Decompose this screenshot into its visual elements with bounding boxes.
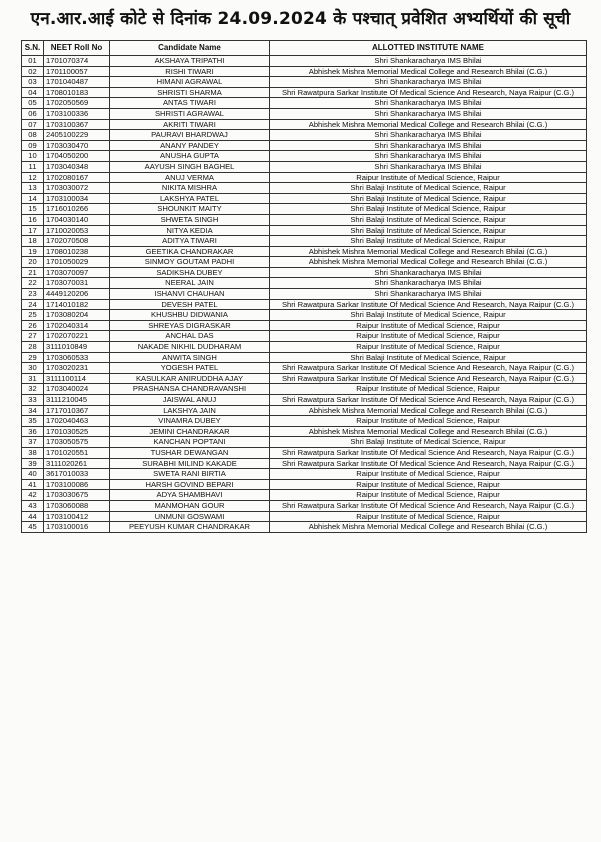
cell-roll-no: 1703070031 xyxy=(44,278,110,289)
cell-roll-no: 1703100367 xyxy=(44,119,110,130)
table-row xyxy=(22,77,587,88)
cell-institute-name: Shri Rawatpura Sarkar Institute Of Medical Science And Research, Naya Raipur (C.G.) xyxy=(270,363,587,374)
cell-roll-no: 1702040314 xyxy=(44,320,110,331)
cell-institute-name: Shri Rawatpura Sarkar Institute Of Medical Science And Research, Naya Raipur (C.G.) xyxy=(270,500,587,511)
cell-candidate-name: SHREYAS DIGRASKAR xyxy=(110,320,270,331)
table-row xyxy=(22,278,587,289)
cell-sn: 29 xyxy=(22,352,44,363)
cell-sn: 42 xyxy=(22,490,44,501)
table-row xyxy=(22,395,587,406)
cell-candidate-name: ANWITA SINGH xyxy=(110,352,270,363)
table-row xyxy=(22,236,587,247)
cell-candidate-name: ADITYA TIWARI xyxy=(110,236,270,247)
cell-sn: 19 xyxy=(22,246,44,257)
table-row xyxy=(22,193,587,204)
table-row xyxy=(22,161,587,172)
cell-institute-name: Shri Balaji Institute of Medical Science, Raipur xyxy=(270,183,587,194)
table-row xyxy=(22,246,587,257)
cell-candidate-name: ANCHAL DAS xyxy=(110,331,270,342)
table-row xyxy=(22,447,587,458)
cell-institute-name: Abhishek Mishra Memorial Medical College and Research Bhilai (C.G.) xyxy=(270,522,587,533)
cell-institute-name: Shri Shankaracharya IMS Bhilai xyxy=(270,267,587,278)
cell-candidate-name: YOGESH PATEL xyxy=(110,363,270,374)
cell-candidate-name: MANMOHAN GOUR xyxy=(110,500,270,511)
cell-institute-name: Abhishek Mishra Memorial Medical College and Research Bhilai (C.G.) xyxy=(270,426,587,437)
cell-candidate-name: ANUSHA GUPTA xyxy=(110,151,270,162)
cell-candidate-name: HIMANI AGRAWAL xyxy=(110,77,270,88)
cell-institute-name: Shri Rawatpura Sarkar Institute Of Medical Science And Research, Naya Raipur (C.G.) xyxy=(270,373,587,384)
cell-roll-no: 1701030525 xyxy=(44,426,110,437)
table-row xyxy=(22,363,587,374)
cell-candidate-name: NEERAL JAIN xyxy=(110,278,270,289)
cell-institute-name: Abhishek Mishra Memorial Medical College and Research Bhilai (C.G.) xyxy=(270,119,587,130)
cell-institute-name: Raipur Institute of Medical Science, Raipur xyxy=(270,479,587,490)
cell-roll-no: 1701070374 xyxy=(44,56,110,67)
cell-institute-name: Raipur Institute of Medical Science, Raipur xyxy=(270,490,587,501)
header-sn: S.N. xyxy=(22,41,44,56)
cell-roll-no: 1710020053 xyxy=(44,225,110,236)
table-row xyxy=(22,225,587,236)
cell-institute-name: Raipur Institute of Medical Science, Raipur xyxy=(270,342,587,353)
table-row xyxy=(22,87,587,98)
cell-institute-name: Raipur Institute of Medical Science, Raipur xyxy=(270,331,587,342)
cell-roll-no: 1703040024 xyxy=(44,384,110,395)
cell-candidate-name: ANUJ VERMA xyxy=(110,172,270,183)
cell-sn: 05 xyxy=(22,98,44,109)
table-row xyxy=(22,352,587,363)
cell-roll-no: 3111020261 xyxy=(44,458,110,469)
cell-candidate-name: ADYA SHAMBHAVI xyxy=(110,490,270,501)
cell-roll-no: 1703100086 xyxy=(44,479,110,490)
cell-roll-no: 1703030470 xyxy=(44,140,110,151)
cell-candidate-name: DEVESH PATEL xyxy=(110,299,270,310)
cell-sn: 40 xyxy=(22,469,44,480)
cell-sn: 10 xyxy=(22,151,44,162)
table-row xyxy=(22,172,587,183)
cell-sn: 24 xyxy=(22,299,44,310)
cell-candidate-name: ANANY PANDEY xyxy=(110,140,270,151)
cell-institute-name: Shri Shankaracharya IMS Bhilai xyxy=(270,130,587,141)
cell-roll-no: 1708010238 xyxy=(44,246,110,257)
cell-sn: 08 xyxy=(22,130,44,141)
cell-roll-no: 1702080167 xyxy=(44,172,110,183)
header-roll-no: NEET Roll No xyxy=(44,41,110,56)
cell-institute-name: Raipur Institute of Medical Science, Raipur xyxy=(270,384,587,395)
cell-candidate-name: SINMOY GOUTAM PADHI xyxy=(110,257,270,268)
cell-roll-no: 1701100057 xyxy=(44,66,110,77)
cell-candidate-name: NAKADE NIKHIL DUDHARAM xyxy=(110,342,270,353)
cell-institute-name: Shri Shankaracharya IMS Bhilai xyxy=(270,98,587,109)
cell-institute-name: Shri Rawatpura Sarkar Institute Of Medical Science And Research, Naya Raipur (C.G.) xyxy=(270,447,587,458)
cell-sn: 01 xyxy=(22,56,44,67)
table-row xyxy=(22,204,587,215)
cell-sn: 03 xyxy=(22,77,44,88)
table-row xyxy=(22,56,587,67)
cell-candidate-name: JAISWAL ANUJ xyxy=(110,395,270,406)
cell-institute-name: Shri Balaji Institute of Medical Science, Raipur xyxy=(270,193,587,204)
cell-sn: 13 xyxy=(22,183,44,194)
cell-sn: 41 xyxy=(22,479,44,490)
cell-roll-no: 1708010183 xyxy=(44,87,110,98)
cell-candidate-name: HARSH GOVIND BEPARI xyxy=(110,479,270,490)
cell-roll-no: 1717010367 xyxy=(44,405,110,416)
table-row xyxy=(22,98,587,109)
table-row xyxy=(22,479,587,490)
cell-sn: 11 xyxy=(22,161,44,172)
cell-institute-name: Shri Balaji Institute of Medical Science, Raipur xyxy=(270,214,587,225)
cell-candidate-name: KASULKAR ANIRUDDHA AJAY xyxy=(110,373,270,384)
cell-institute-name: Shri Shankaracharya IMS Bhilai xyxy=(270,140,587,151)
cell-roll-no: 1703080204 xyxy=(44,310,110,321)
cell-roll-no: 1703050575 xyxy=(44,437,110,448)
table-row xyxy=(22,183,587,194)
cell-roll-no: 1703030675 xyxy=(44,490,110,501)
cell-institute-name: Raipur Institute of Medical Science, Raipur xyxy=(270,320,587,331)
cell-roll-no: 1701050029 xyxy=(44,257,110,268)
cell-institute-name: Shri Balaji Institute of Medical Science, Raipur xyxy=(270,352,587,363)
table-row xyxy=(22,214,587,225)
cell-roll-no: 1702070508 xyxy=(44,236,110,247)
cell-sn: 23 xyxy=(22,289,44,300)
cell-roll-no: 1703100336 xyxy=(44,108,110,119)
table-row xyxy=(22,140,587,151)
cell-candidate-name: JEMINI CHANDRAKAR xyxy=(110,426,270,437)
cell-sn: 02 xyxy=(22,66,44,77)
cell-sn: 36 xyxy=(22,426,44,437)
cell-sn: 27 xyxy=(22,331,44,342)
cell-sn: 26 xyxy=(22,320,44,331)
cell-roll-no: 1716010266 xyxy=(44,204,110,215)
table-row xyxy=(22,331,587,342)
cell-institute-name: Shri Shankaracharya IMS Bhilai xyxy=(270,289,587,300)
table-row xyxy=(22,490,587,501)
table-row xyxy=(22,66,587,77)
table-row xyxy=(22,426,587,437)
table-body xyxy=(22,56,587,533)
cell-roll-no: 1703040348 xyxy=(44,161,110,172)
cell-candidate-name: UNMUNI GOSWAMI xyxy=(110,511,270,522)
cell-roll-no: 1703030072 xyxy=(44,183,110,194)
cell-sn: 38 xyxy=(22,447,44,458)
cell-institute-name: Raipur Institute of Medical Science, Raipur xyxy=(270,511,587,522)
cell-roll-no: 1703100412 xyxy=(44,511,110,522)
header-institute-name: ALLOTTED INSTITUTE NAME xyxy=(270,41,587,56)
cell-institute-name: Shri Balaji Institute of Medical Science, Raipur xyxy=(270,236,587,247)
cell-sn: 32 xyxy=(22,384,44,395)
cell-sn: 07 xyxy=(22,119,44,130)
cell-candidate-name: TUSHAR DEWANGAN xyxy=(110,447,270,458)
table-row xyxy=(22,257,587,268)
cell-institute-name: Shri Balaji Institute of Medical Science, Raipur xyxy=(270,225,587,236)
cell-candidate-name: SWETA RANI BIRTIA xyxy=(110,469,270,480)
cell-roll-no: 1703070097 xyxy=(44,267,110,278)
table-row xyxy=(22,119,587,130)
cell-roll-no: 1703020231 xyxy=(44,363,110,374)
cell-institute-name: Shri Balaji Institute of Medical Science, Raipur xyxy=(270,204,587,215)
cell-candidate-name: PAURAVI BHARDWAJ xyxy=(110,130,270,141)
table-row xyxy=(22,405,587,416)
cell-sn: 33 xyxy=(22,395,44,406)
header-candidate-name: Candidate Name xyxy=(110,41,270,56)
cell-candidate-name: SURABHI MILIND KAKADE xyxy=(110,458,270,469)
table-row xyxy=(22,151,587,162)
cell-candidate-name: KHUSHBU DIDWANIA xyxy=(110,310,270,321)
cell-sn: 17 xyxy=(22,225,44,236)
cell-candidate-name: PEEYUSH KUMAR CHANDRAKAR xyxy=(110,522,270,533)
table-row xyxy=(22,511,587,522)
table-row xyxy=(22,299,587,310)
cell-sn: 34 xyxy=(22,405,44,416)
cell-institute-name: Shri Shankaracharya IMS Bhilai xyxy=(270,151,587,162)
cell-roll-no: 3111100114 xyxy=(44,373,110,384)
cell-sn: 18 xyxy=(22,236,44,247)
cell-roll-no: 2405100229 xyxy=(44,130,110,141)
cell-roll-no: 1703100016 xyxy=(44,522,110,533)
cell-institute-name: Shri Shankaracharya IMS Bhilai xyxy=(270,77,587,88)
cell-institute-name: Abhishek Mishra Memorial Medical College and Research Bhilai (C.G.) xyxy=(270,405,587,416)
cell-candidate-name: RISHI TIWARI xyxy=(110,66,270,77)
table-row xyxy=(22,310,587,321)
cell-sn: 15 xyxy=(22,204,44,215)
cell-candidate-name: NITYA KEDIA xyxy=(110,225,270,236)
cell-candidate-name: LAKSHYA JAIN xyxy=(110,405,270,416)
cell-sn: 35 xyxy=(22,416,44,427)
cell-candidate-name: LAKSHYA PATEL xyxy=(110,193,270,204)
cell-roll-no: 1701020551 xyxy=(44,447,110,458)
cell-roll-no: 1702050569 xyxy=(44,98,110,109)
cell-sn: 39 xyxy=(22,458,44,469)
cell-sn: 21 xyxy=(22,267,44,278)
cell-sn: 25 xyxy=(22,310,44,321)
table-row xyxy=(22,437,587,448)
cell-roll-no: 1703060088 xyxy=(44,500,110,511)
cell-institute-name: Raipur Institute of Medical Science, Raipur xyxy=(270,416,587,427)
cell-institute-name: Shri Rawatpura Sarkar Institute Of Medical Science And Research, Naya Raipur (C.G.) xyxy=(270,395,587,406)
cell-institute-name: Shri Rawatpura Sarkar Institute Of Medical Science And Research, Naya Raipur (C.G.) xyxy=(270,299,587,310)
cell-sn: 09 xyxy=(22,140,44,151)
table-row xyxy=(22,458,587,469)
cell-institute-name: Abhishek Mishra Memorial Medical College and Research Bhilai (C.G.) xyxy=(270,66,587,77)
cell-roll-no: 3617010033 xyxy=(44,469,110,480)
cell-candidate-name: SHWETA SINGH xyxy=(110,214,270,225)
table-row xyxy=(22,320,587,331)
cell-sn: 22 xyxy=(22,278,44,289)
cell-candidate-name: GEETIKA CHANDRAKAR xyxy=(110,246,270,257)
cell-sn: 44 xyxy=(22,511,44,522)
cell-institute-name: Shri Rawatpura Sarkar Institute Of Medical Science And Research, Naya Raipur (C.G.) xyxy=(270,458,587,469)
cell-sn: 30 xyxy=(22,363,44,374)
cell-candidate-name: KANCHAN POPTANI xyxy=(110,437,270,448)
cell-roll-no: 1702070221 xyxy=(44,331,110,342)
cell-sn: 43 xyxy=(22,500,44,511)
table-row xyxy=(22,373,587,384)
cell-roll-no: 4449120206 xyxy=(44,289,110,300)
table-row xyxy=(22,108,587,119)
cell-roll-no: 1702040463 xyxy=(44,416,110,427)
cell-sn: 31 xyxy=(22,373,44,384)
cell-candidate-name: NIKITA MISHRA xyxy=(110,183,270,194)
cell-roll-no: 1714010182 xyxy=(44,299,110,310)
cell-candidate-name: SHRISTI AGRAWAL xyxy=(110,108,270,119)
cell-sn: 12 xyxy=(22,172,44,183)
cell-institute-name: Shri Balaji Institute of Medical Science, Raipur xyxy=(270,310,587,321)
cell-institute-name: Raipur Institute of Medical Science, Raipur xyxy=(270,172,587,183)
cell-candidate-name: PRASHANSA CHANDRAVANSHI xyxy=(110,384,270,395)
cell-roll-no: 1703100034 xyxy=(44,193,110,204)
table-row xyxy=(22,289,587,300)
cell-institute-name: Shri Shankaracharya IMS Bhilai xyxy=(270,56,587,67)
cell-sn: 45 xyxy=(22,522,44,533)
cell-roll-no: 1703060533 xyxy=(44,352,110,363)
candidate-table xyxy=(21,40,587,533)
cell-institute-name: Shri Rawatpura Sarkar Institute Of Medical Science And Research, Naya Raipur (C.G.) xyxy=(270,87,587,98)
cell-sn: 37 xyxy=(22,437,44,448)
cell-institute-name: Shri Balaji Institute of Medical Science, Raipur xyxy=(270,437,587,448)
cell-sn: 04 xyxy=(22,87,44,98)
table-row xyxy=(22,416,587,427)
cell-candidate-name: SHOUNKIT MAITY xyxy=(110,204,270,215)
cell-sn: 06 xyxy=(22,108,44,119)
cell-candidate-name: AKRITI TIWARI xyxy=(110,119,270,130)
table-row xyxy=(22,384,587,395)
table-header-row xyxy=(22,41,587,56)
table-row xyxy=(22,342,587,353)
cell-candidate-name: AAYUSH SINGH BAGHEL xyxy=(110,161,270,172)
cell-sn: 16 xyxy=(22,214,44,225)
cell-roll-no: 1704030140 xyxy=(44,214,110,225)
table-row xyxy=(22,267,587,278)
table-row xyxy=(22,130,587,141)
cell-roll-no: 3111010849 xyxy=(44,342,110,353)
cell-candidate-name: VINAMRA DUBEY xyxy=(110,416,270,427)
cell-sn: 20 xyxy=(22,257,44,268)
table-row xyxy=(22,469,587,480)
cell-candidate-name: ANTAS TIWARI xyxy=(110,98,270,109)
cell-institute-name: Shri Shankaracharya IMS Bhilai xyxy=(270,278,587,289)
cell-institute-name: Abhishek Mishra Memorial Medical College and Research Bhilai (C.G.) xyxy=(270,246,587,257)
cell-sn: 28 xyxy=(22,342,44,353)
cell-sn: 14 xyxy=(22,193,44,204)
cell-institute-name: Shri Shankaracharya IMS Bhilai xyxy=(270,108,587,119)
cell-institute-name: Abhishek Mishra Memorial Medical College and Research Bhilai (C.G.) xyxy=(270,257,587,268)
cell-candidate-name: SHRISTI SHARMA xyxy=(110,87,270,98)
cell-candidate-name: ISHANVI CHAUHAN xyxy=(110,289,270,300)
cell-roll-no: 3111210045 xyxy=(44,395,110,406)
cell-candidate-name: SADIKSHA DUBEY xyxy=(110,267,270,278)
document-title: एन.आर.आई कोटे से दिनांक 24.09.2024 के पश्चात् प्रवेशित अभ्यर्थियों की सूची xyxy=(30,9,571,29)
cell-institute-name: Shri Shankaracharya IMS Bhilai xyxy=(270,161,587,172)
table-row xyxy=(22,522,587,533)
table-row xyxy=(22,500,587,511)
cell-candidate-name: AKSHAYA TRIPATHI xyxy=(110,56,270,67)
cell-roll-no: 1704050200 xyxy=(44,151,110,162)
cell-institute-name: Raipur Institute of Medical Science, Raipur xyxy=(270,469,587,480)
cell-roll-no: 1701040487 xyxy=(44,77,110,88)
